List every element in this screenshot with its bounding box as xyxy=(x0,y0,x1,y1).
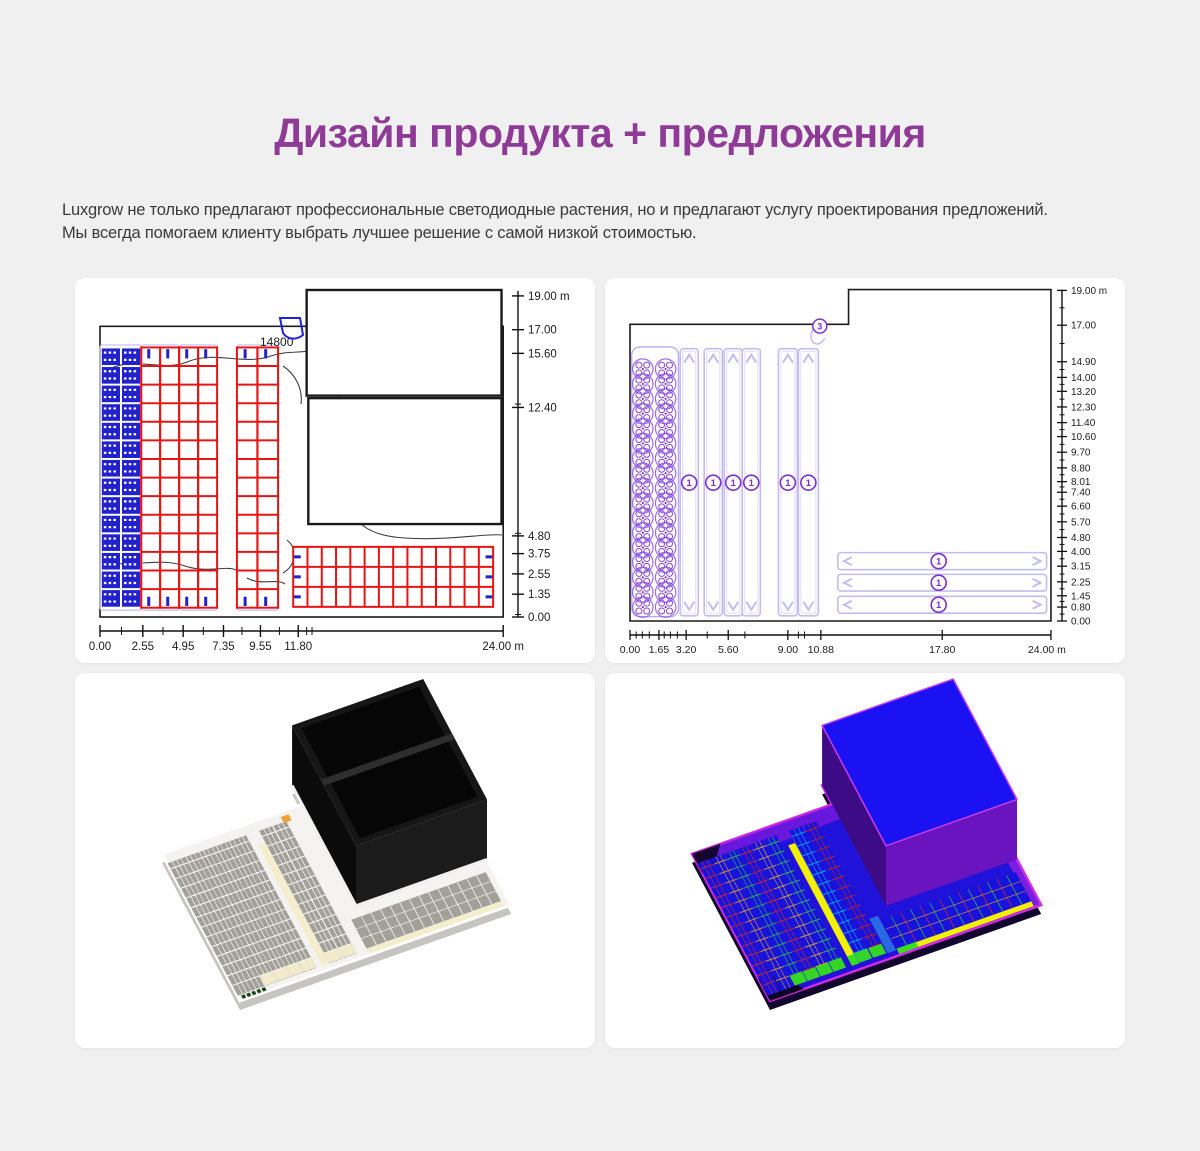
svg-text:3.75: 3.75 xyxy=(528,548,551,561)
svg-text:11.80: 11.80 xyxy=(284,641,313,653)
svg-text:1: 1 xyxy=(730,478,736,490)
svg-text:5.70: 5.70 xyxy=(1071,517,1091,529)
svg-text:19.00 m: 19.00 m xyxy=(1071,285,1108,297)
realistic-scene xyxy=(162,679,511,1010)
svg-text:4.80: 4.80 xyxy=(1071,532,1091,544)
svg-text:1.35: 1.35 xyxy=(528,589,551,602)
svg-text:2.55: 2.55 xyxy=(131,641,155,653)
svg-text:4.95: 4.95 xyxy=(171,641,195,653)
svg-text:17.80: 17.80 xyxy=(929,644,956,656)
vertical-axis xyxy=(1057,286,1107,628)
svg-text:15.60: 15.60 xyxy=(528,348,557,361)
vertical-axis xyxy=(512,291,570,624)
page-title: Дизайн продукта + предложения xyxy=(274,110,926,156)
svg-text:9.00: 9.00 xyxy=(777,644,799,656)
svg-text:0.80: 0.80 xyxy=(1071,602,1091,614)
svg-text:0.00: 0.00 xyxy=(88,641,112,653)
card-render-realistic xyxy=(75,673,595,1048)
isolux-contour-plan xyxy=(75,278,595,663)
svg-text:8.01: 8.01 xyxy=(1071,477,1091,489)
svg-text:14800: 14800 xyxy=(260,335,294,349)
svg-text:10.60: 10.60 xyxy=(1071,432,1097,444)
svg-text:17.00: 17.00 xyxy=(1071,320,1097,332)
card-luminaire-plan xyxy=(605,278,1125,663)
intro-line-1: Luxgrow не только предлагают профессиональные светодиодные растения, но и предлагают услугу проектирования предложений. xyxy=(62,201,1048,219)
svg-text:24.00 m: 24.00 m xyxy=(482,641,524,653)
svg-text:3.15: 3.15 xyxy=(1071,561,1091,573)
svg-text:14.00: 14.00 xyxy=(1071,372,1097,384)
svg-text:13.20: 13.20 xyxy=(1071,386,1097,398)
svg-text:3: 3 xyxy=(817,321,823,332)
card-render-falsecolor xyxy=(605,673,1125,1048)
svg-text:2.25: 2.25 xyxy=(1071,577,1091,589)
warehouse-3d-render-realistic xyxy=(75,673,595,1048)
horizontal-axis xyxy=(620,630,1066,656)
svg-text:12.30: 12.30 xyxy=(1071,402,1097,414)
svg-text:12.40: 12.40 xyxy=(528,402,557,415)
svg-text:1.45: 1.45 xyxy=(1071,591,1091,603)
svg-text:8.80: 8.80 xyxy=(1071,463,1091,475)
svg-text:17.00: 17.00 xyxy=(528,324,557,337)
svg-text:9.70: 9.70 xyxy=(1071,447,1091,459)
svg-text:6.60: 6.60 xyxy=(1071,501,1091,513)
svg-text:14.90: 14.90 xyxy=(1071,357,1097,369)
svg-text:4.80: 4.80 xyxy=(528,530,551,543)
luminaire-layout-plan xyxy=(605,278,1125,663)
svg-text:1: 1 xyxy=(936,556,942,568)
svg-text:0.00: 0.00 xyxy=(619,644,641,656)
horizontal-axis xyxy=(89,625,524,653)
card-isolux-plan xyxy=(75,278,595,663)
warehouse-3d-render-falsecolor xyxy=(605,673,1125,1048)
svg-text:2.55: 2.55 xyxy=(528,568,551,581)
svg-text:4.00: 4.00 xyxy=(1071,546,1091,558)
svg-text:1: 1 xyxy=(936,600,942,612)
svg-text:1: 1 xyxy=(936,578,942,590)
svg-text:11.40: 11.40 xyxy=(1071,418,1096,430)
svg-text:10.88: 10.88 xyxy=(807,644,834,656)
svg-text:5.60: 5.60 xyxy=(718,644,739,656)
svg-text:0.00: 0.00 xyxy=(528,612,551,624)
svg-text:1: 1 xyxy=(748,478,754,490)
svg-text:19.00 m: 19.00 m xyxy=(528,290,570,303)
svg-text:7.35: 7.35 xyxy=(212,641,235,653)
intro-line-2: Мы всегда помогаем клиенту выбрать лучшее решение с самой низкой стоимостью. xyxy=(62,223,697,242)
svg-text:3.20: 3.20 xyxy=(675,644,697,656)
svg-text:9.55: 9.55 xyxy=(249,641,272,653)
falsecolor-scene xyxy=(692,679,1041,1010)
excluded-rooms xyxy=(307,290,502,524)
svg-text:1: 1 xyxy=(805,478,812,490)
svg-text:1: 1 xyxy=(710,478,716,490)
svg-text:1: 1 xyxy=(686,478,692,490)
rack-row-strips-horizontal xyxy=(838,553,1047,614)
svg-text:1: 1 xyxy=(785,478,791,490)
svg-text:0.00: 0.00 xyxy=(1071,616,1091,628)
svg-text:1.65: 1.65 xyxy=(648,644,670,656)
svg-text:7.40: 7.40 xyxy=(1071,487,1091,499)
intro-paragraph xyxy=(62,199,1152,245)
svg-text:24.00 m: 24.00 m xyxy=(1027,644,1066,656)
